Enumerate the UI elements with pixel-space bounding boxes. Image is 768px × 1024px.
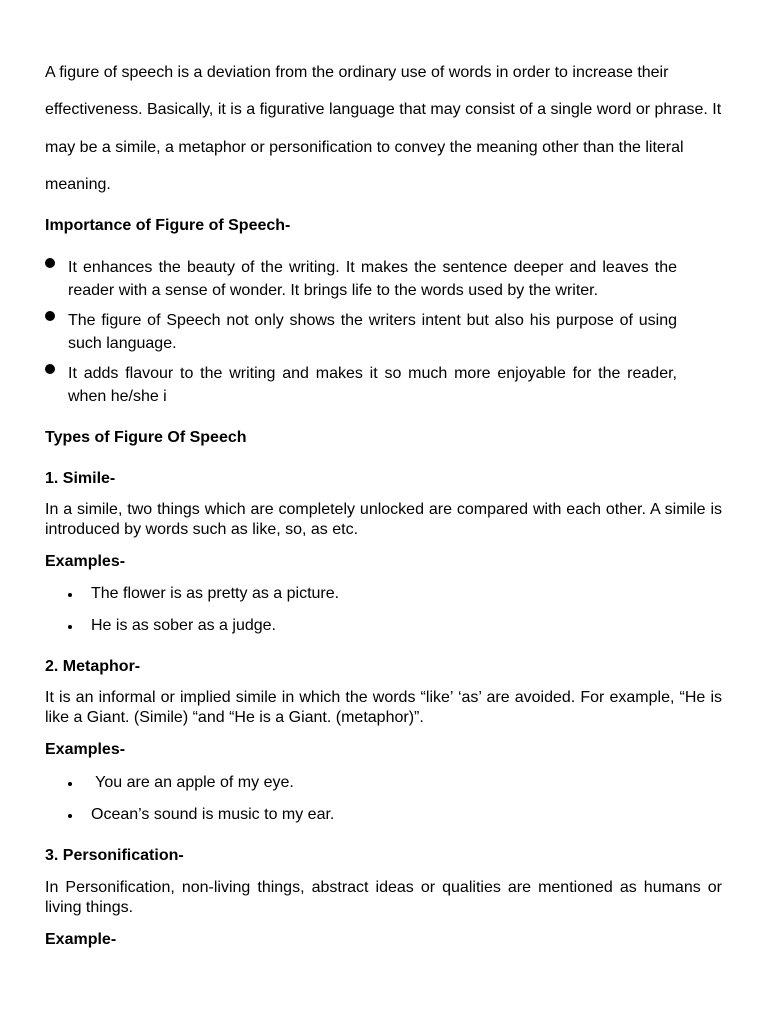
metaphor-text: It is an informal or implied simile in which the words “like’ ‘as’ are avoided. For example, “He is like a Giant. (Simile) “and “He is a Giant. (metaphor)”. <box>45 689 722 726</box>
personification-example-heading: Example- <box>45 931 117 948</box>
metaphor-examples-heading: Examples- <box>45 741 126 758</box>
bullet-icon <box>45 364 55 374</box>
bullet-icon <box>68 625 72 629</box>
list-item-text: It adds flavour to the writing and makes it so much more enjoyable for the reader, when he/she i <box>68 365 677 405</box>
importance-heading: Importance of Figure of Speech- <box>45 217 291 234</box>
personification-text: In Personification, non-living things, abstract ideas or qualities are mentioned as humans or living things. <box>45 879 722 916</box>
bullet-icon <box>68 814 72 818</box>
list-item <box>45 309 677 355</box>
personification-heading: 3. Personification- <box>45 847 184 864</box>
metaphor-examples-list <box>63 773 334 837</box>
simile-examples-list <box>63 584 339 648</box>
list-item <box>45 256 677 302</box>
simile-text: In a simile, two things which are completely unlocked are compared with each other. A simile is introduced by words such as like, so, as etc. <box>45 501 722 538</box>
bullet-icon <box>68 593 72 597</box>
list-item-text: You are an apple of my eye. <box>91 774 294 791</box>
list-item <box>63 584 339 604</box>
list-item-text: He is as sober as a judge. <box>91 617 276 634</box>
bullet-icon <box>45 258 55 268</box>
simile-heading: 1. Simile- <box>45 470 116 487</box>
list-item-text: The flower is as pretty as a picture. <box>91 585 340 602</box>
importance-list <box>45 256 677 415</box>
intro-paragraph: A figure of speech is a deviation from the ordinary use of words in order to increase their effectiveness. Basically, it is a figurative language that may consist of a single word or phrase. It may be a simile, a metaphor or personification to convey the meaning other than the literal meaning. <box>45 64 722 193</box>
list-item <box>63 616 339 636</box>
list-item-text: Ocean’s sound is music to my ear. <box>91 806 335 823</box>
list-item <box>63 805 334 825</box>
simile-examples-heading: Examples- <box>45 553 126 570</box>
list-item <box>63 773 334 793</box>
list-item-text: The figure of Speech not only shows the writers intent but also his purpose of using such language. <box>68 312 677 352</box>
types-heading: Types of Figure Of Speech <box>45 429 247 446</box>
list-item-text: It enhances the beauty of the writing. It makes the sentence deeper and leaves the reader with a sense of wonder. It brings life to the words used by the writer. <box>68 259 677 299</box>
bullet-icon <box>45 311 55 321</box>
bullet-icon <box>68 782 72 786</box>
metaphor-heading: 2. Metaphor- <box>45 658 141 675</box>
list-item <box>45 362 677 408</box>
